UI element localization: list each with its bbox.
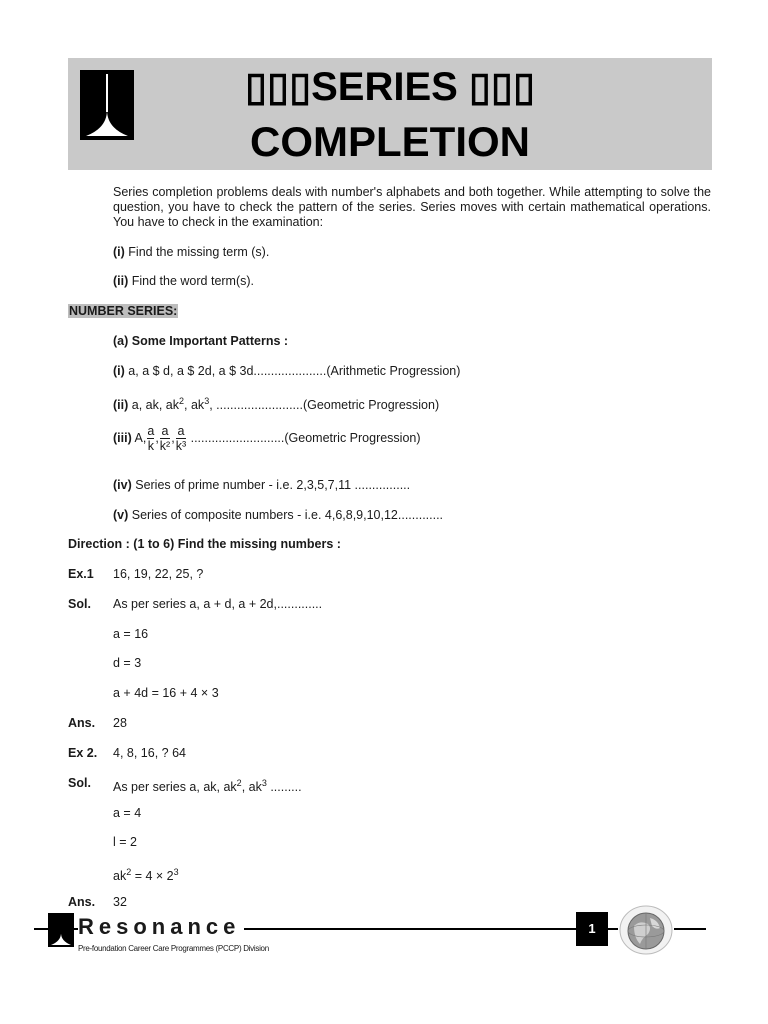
ex1-label: Ex.1 [68,567,94,581]
ex1-step: d = 3 [113,656,142,670]
direction-text: Direction : (1 to 6) Find the missing numbers : [68,537,341,551]
pattern-item: (iii) A, $\frac{a}{k}$ , $\frac{a}{\text{k²}}$ , $\frac{a}{\text{k³}}$ ...........................(Geometric Progression) [113,424,421,453]
ex2-sol-label: Sol. [68,776,91,790]
ex2-answer: 32 [113,895,127,909]
ex1-step: a + 4d = 16 + 4 × 3 [113,686,219,700]
check-item: (ii) Find the word term(s). [113,274,255,288]
header-banner [68,58,712,170]
ex1-sol-label: Sol. [68,597,91,611]
ex1-question: 16, 19, 22, 25, ? [113,567,204,581]
globe-icon [618,904,674,956]
pattern-item: (iv) Series of prime number - i.e. 2,3,5,7,11 ................ [113,478,411,492]
ex1-answer: 28 [113,716,127,730]
ex1-sol: As per series a, a + d, a + 2d,............. [113,597,323,611]
ex2-sol: As per series a, ak, $ak^2$, $ak^3$ ......... [113,778,302,795]
ex2-step: l = 2 [113,835,137,849]
ex2-label: Ex 2. [68,746,98,760]
intro-paragraph: Series completion problems deals with number's alphabets and both together. While attempting to solve the question, you have to check the pattern of the series. Series moves with certain mathematical operations. You have to check in the examination: [113,185,711,229]
ex2-step: a = 4 [113,806,142,820]
page-number: 1 [576,912,608,946]
fraction: $\frac{a}{k}$ [147,424,155,453]
pattern-item: (i) a, a $ d, a $ 2d, a $ 3d.....................(Arithmetic Progression) [113,364,461,378]
footer-logo-icon [48,913,74,947]
footer-division: Pre-foundation Career Care Programmes (PCCP) Division [78,944,269,953]
pattern-item: (v) Series of composite numbers - i.e. 4,6,8,9,10,12............. [113,508,444,522]
ex2-ans-label: Ans. [68,895,96,909]
ex1-step: a = 16 [113,627,149,641]
fraction: $\frac{a}{\text{k²}}$ [159,424,171,453]
ex2-step: $ak^2 = 4 \times 2^3$ [113,867,179,884]
page-title-line2: COMPLETION [250,118,530,165]
pattern-item: (ii) a, ak, $ak^2$, $ak^3$, .........................(Geometric Progression) [113,396,440,413]
fraction: $\frac{a}{\text{k³}}$ [175,424,187,453]
section-heading: NUMBER SERIES: [69,304,178,318]
check-item: (i) Find the missing term (s). [113,245,270,259]
ex2-question: 4, 8, 16, ? 64 [113,746,186,760]
footer-brand: Resonance [78,914,244,940]
patterns-heading: (a) Some Important Patterns : [113,334,289,348]
ex1-ans-label: Ans. [68,716,96,730]
page-title-line1: ▯▯▯SERIES ▯▯▯ [245,65,535,109]
